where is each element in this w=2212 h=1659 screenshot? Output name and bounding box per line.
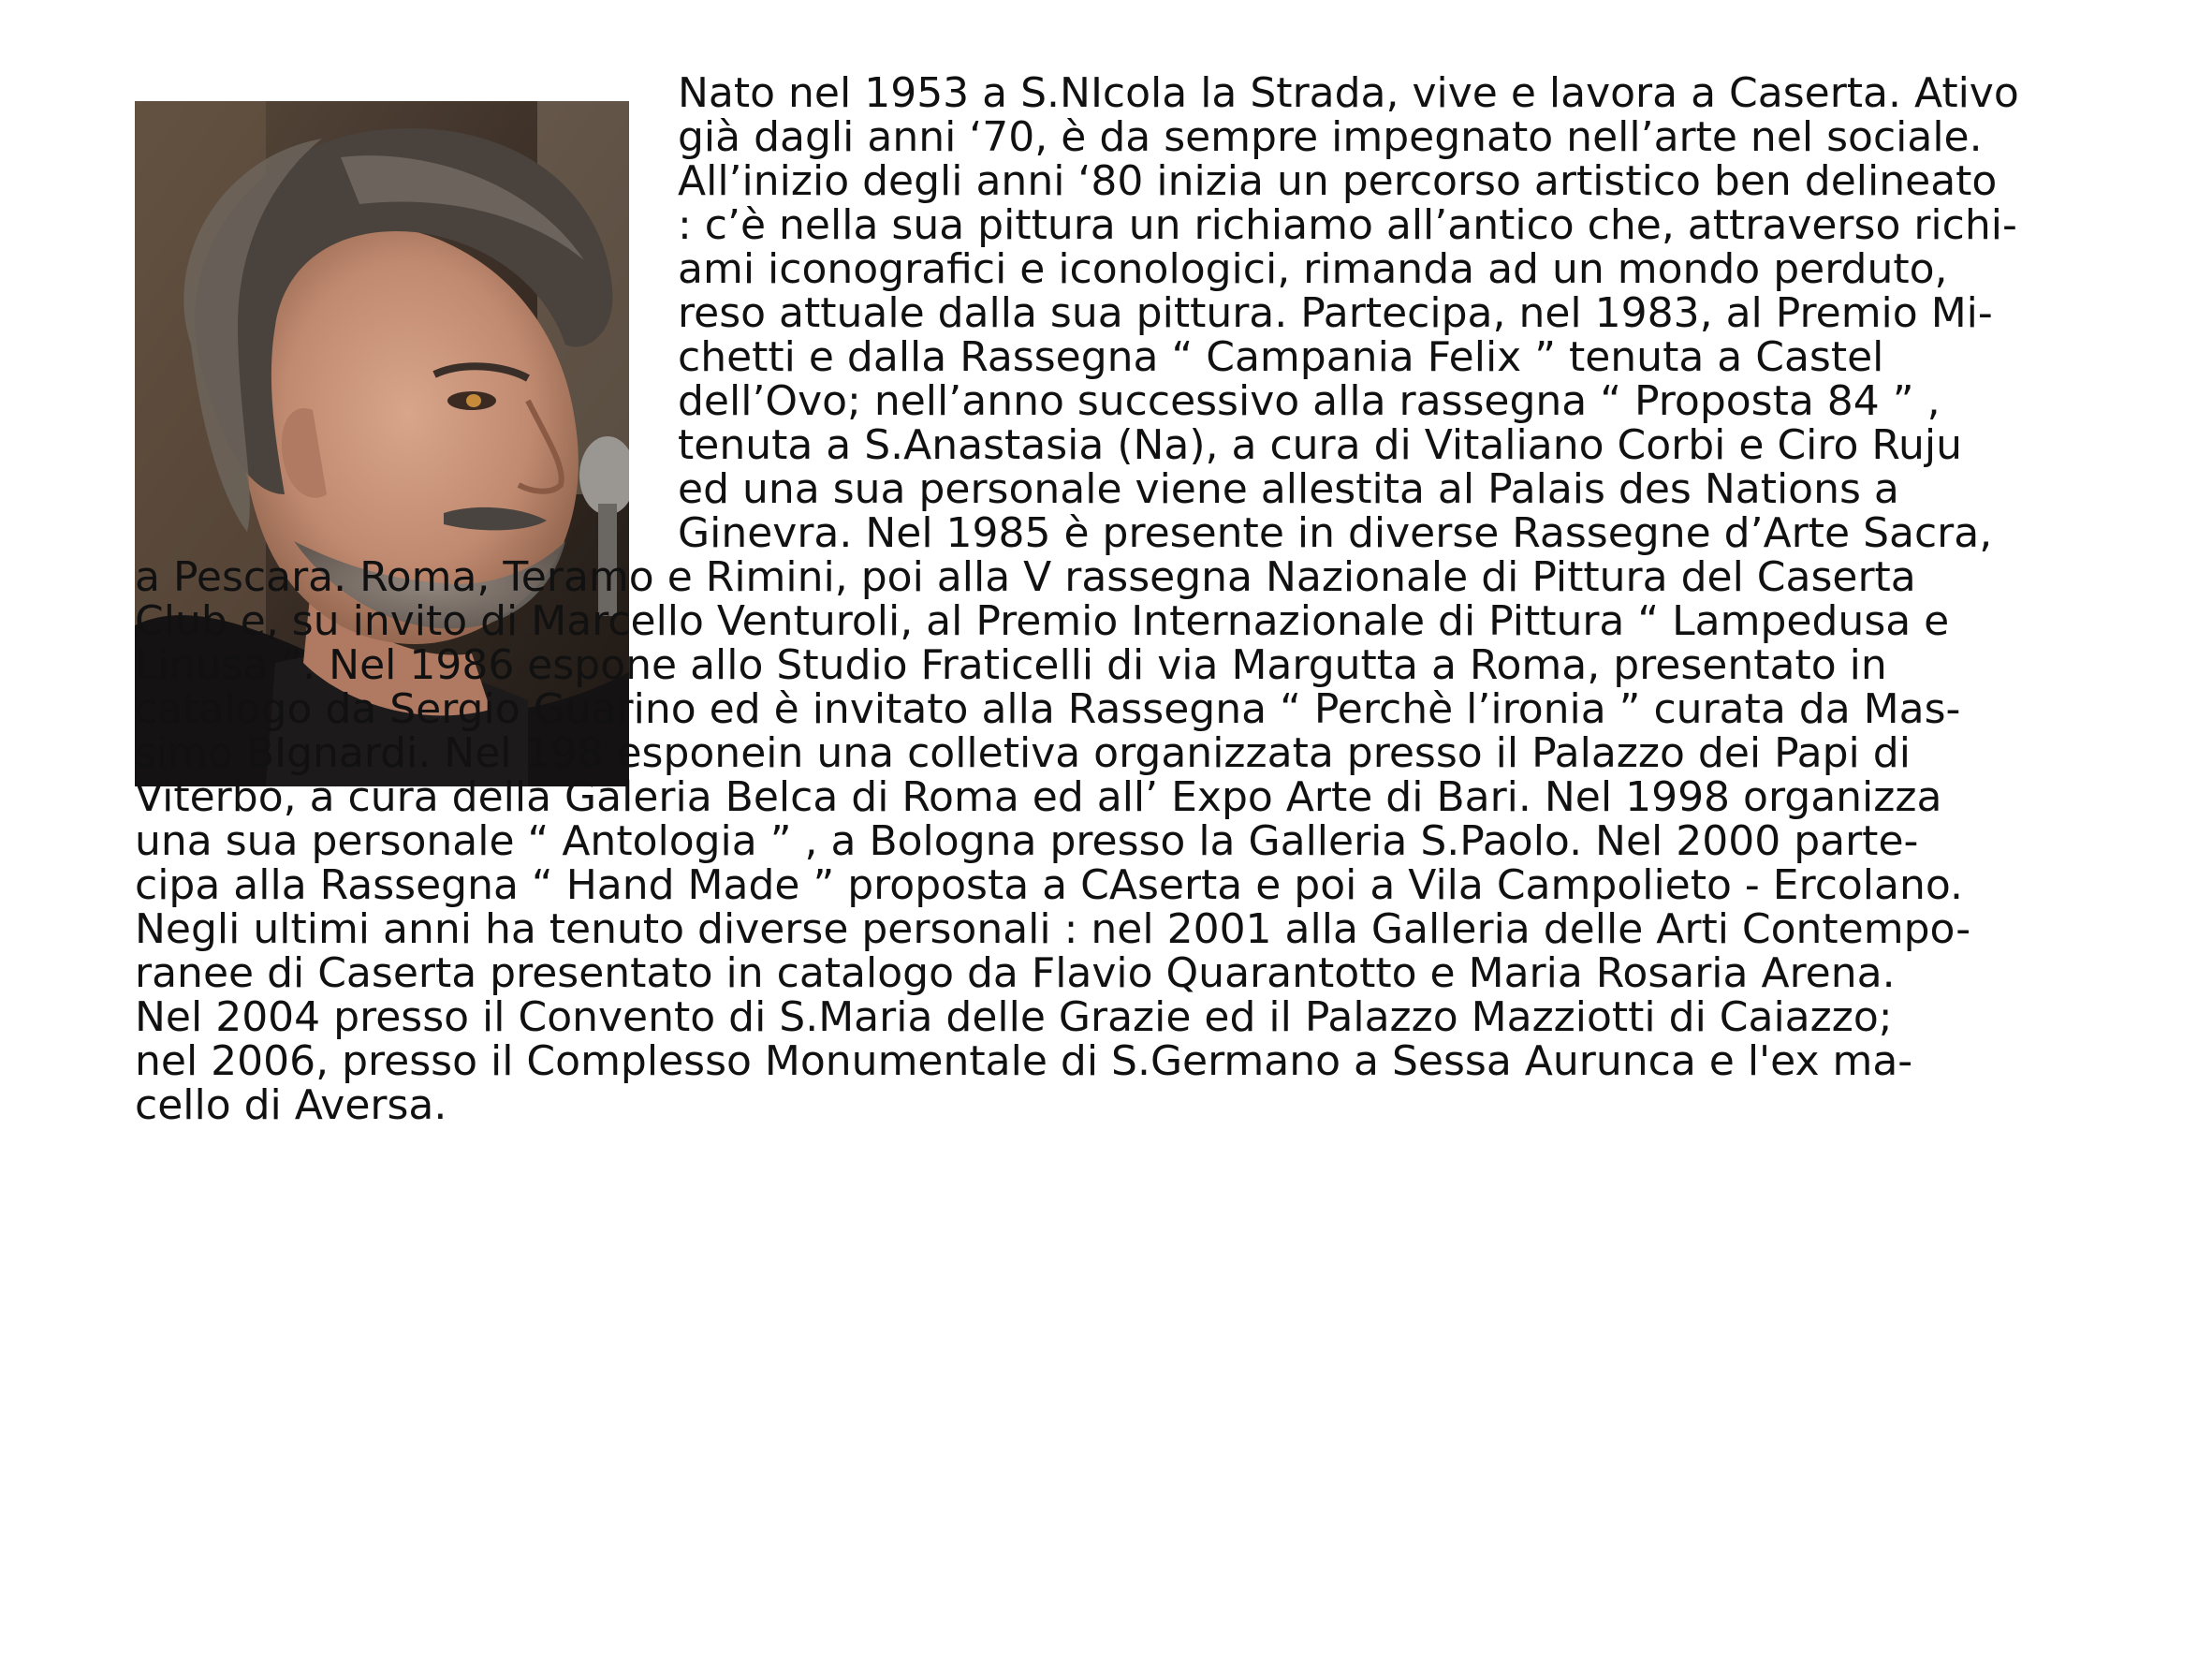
bio-line-16: simo BIgnardi. Nel 198 esponein una colletiva organizzata presso il Palazzo dei Papi di	[135, 729, 1911, 777]
bio-line-6: reso attuale dalla sua pittura. Partecipa, nel 1983, al Premio Mi-	[678, 289, 1993, 337]
bio-line-3: All’inizio degli anni ‘80 inizia un percorso artistico ben delineato	[678, 157, 1998, 205]
bio-line-24: cello di Aversa.	[135, 1081, 447, 1129]
bio-line-5: ami iconografici e iconologici, rimanda ad un mondo perduto,	[678, 245, 1948, 293]
bio-line-19: cipa alla Rassegna “ Hand Made ” proposta a CAserta e poi a Vila Campolieto - Ercolano.	[135, 861, 1964, 909]
bio-line-22: Nel 2004 presso il Convento di S.Maria delle Grazie ed il Palazzo Mazziotti di Caiazzo;	[135, 993, 1893, 1041]
bio-line-9: tenuta a S.Anastasia (Na), a cura di Vitaliano Corbi e Ciro Ruju	[678, 421, 1963, 469]
bio-line-8: dell’Ovo; nell’anno successivo alla rassegna “ Proposta 84 ” ,	[678, 377, 1941, 425]
bio-line-2: già dagli anni ‘70, è da sempre impegnato nell’arte nel sociale.	[678, 113, 1983, 161]
bio-line-14: Linusa ”. Nel 1986 espone allo Studio Fraticelli di via Margutta a Roma, presentato in	[135, 641, 1887, 689]
bio-line-4: : c’è nella sua pittura un richiamo all’antico che, attraverso richi-	[678, 201, 2017, 249]
bio-line-10: ed una sua personale viene allestita al Palais des Nations a	[678, 465, 1899, 513]
bio-line-17: Viterbo, a cura della Galeria Belca di Roma ed all’ Expo Arte di Bari. Nel 1998 organizza	[135, 773, 1942, 821]
bio-line-1: Nato nel 1953 a S.NIcola la Strada, vive e lavora a Caserta. Ativo	[678, 69, 2019, 117]
bio-line-11: Ginevra. Nel 1985 è presente in diverse Rassegne d’Arte Sacra,	[678, 509, 1993, 557]
bio-line-20: Negli ultimi anni ha tenuto diverse personali : nel 2001 alla Galleria delle Arti Contempo-	[135, 905, 1971, 953]
bio-line-21: ranee di Caserta presentato in catalogo da Flavio Quarantotto e Maria Rosaria Arena.	[135, 949, 1896, 997]
bio-line-12: a Pescara. Roma, Teramo e Rimini, poi alla V rassegna Nazionale di Pittura del Caserta	[135, 553, 1916, 601]
bio-line-7: chetti e dalla Rassegna “ Campania Felix ” tenuta a Castel	[678, 333, 1884, 381]
bio-line-18: una sua personale “ Antologia ” , a Bologna presso la Galleria S.Paolo. Nel 2000 parte-	[135, 817, 1919, 865]
bio-line-23: nel 2006, presso il Complesso Monumentale di S.Germano a Sessa Aurunca e l'ex ma-	[135, 1037, 1913, 1085]
bio-line-15: catalogo da Sergio Guarino ed è invitato alla Rassegna “ Perchè l’ironia ” curata da Mas-	[135, 685, 1961, 733]
bio-line-13: Club e, su invito di Marcello Venturoli, al Premio Internazionale di Pittura “ Lampedusa e	[135, 597, 1950, 645]
